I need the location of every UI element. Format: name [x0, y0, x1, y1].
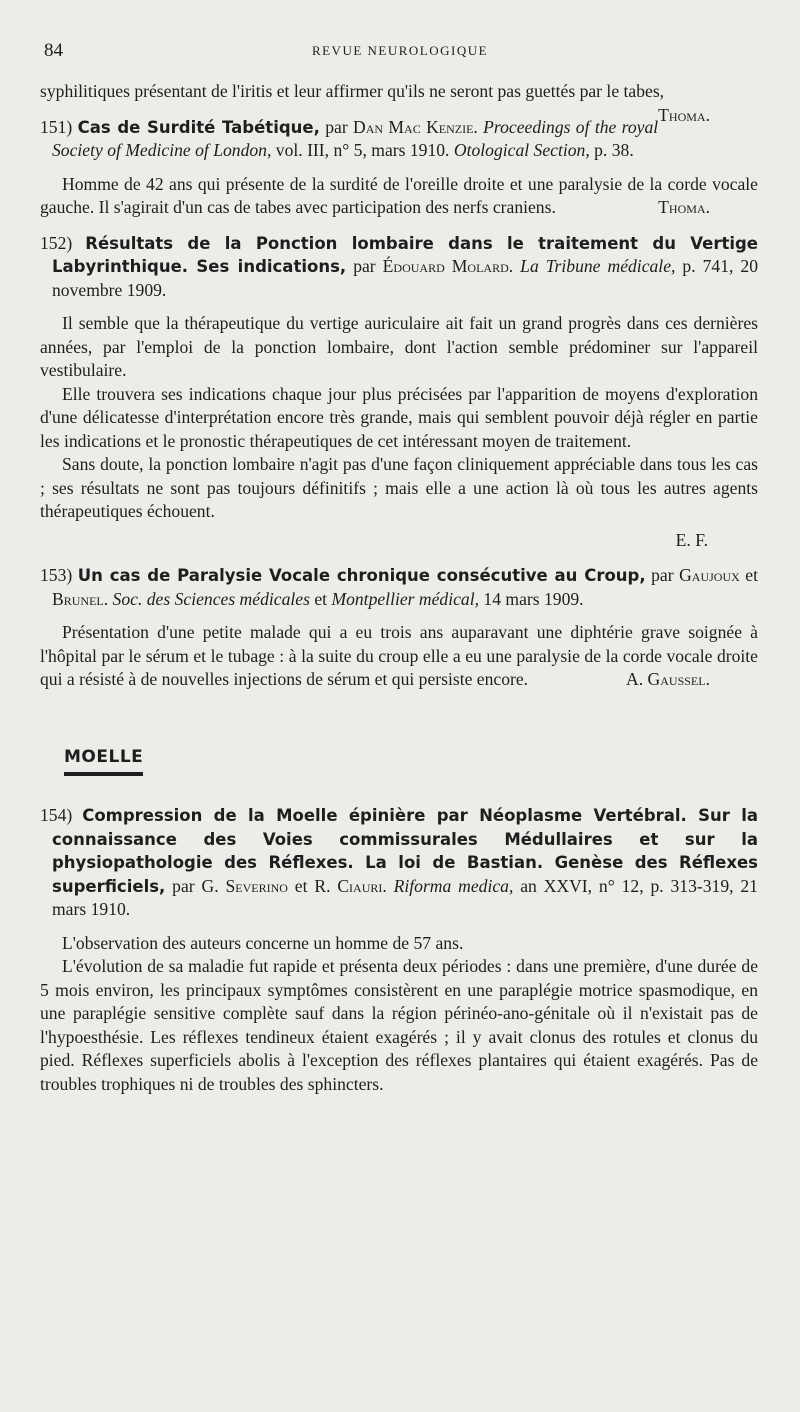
entry-154-number: 154)	[40, 805, 73, 825]
entry-153-title: Un cas de Paralysie Vocale chronique consécutive au Croup,	[77, 566, 646, 585]
entry-153	[40, 564, 758, 692]
entry-153-ref: 14 mars 1909.	[483, 588, 584, 609]
entry-154-author-2: R. Ciauri.	[314, 875, 387, 896]
entry-153-author-2: Brunel.	[52, 588, 109, 609]
signature-gaussel: A. Gaussel.	[626, 669, 710, 689]
entry-151-title: Cas de Surdité Tabétique,	[77, 117, 320, 137]
entry-154-paragraph-2: L'évolution de sa maladie fut rapide et présenta deux périodes : dans une première, d'une durée de 5 mois environ, les principaux symptômes consistèrent en une paraplégie motrice spasmodique, en une paraplégie sensitive complète sauf dans la région périnéo-ano-génitale où il n'existait pas de l'hypoesthésie. Les réflexes tendineux étaient exagérés ; il y avait clonus des rotules et clonus du pied. Réflexes superficiels abolis à l'exception des réflexes plantaires qui étaient exagérés. Pas de troubles trophiques ni de troubles des sphincters.	[40, 956, 758, 1094]
signature-thoma-1: Thoma.	[658, 104, 710, 125]
entry-153-by: par	[651, 565, 674, 585]
entry-154-author-1: G. Severino	[201, 875, 288, 896]
entry-152-paragraph-3: Sans doute, la ponction lombaire n'agit pas d'une façon cliniquement appréciable dans tous les cas ; ses résultats ne sont pas toujours définitifs ; mais elle a une action là où tous les autres agents thérapeutiques échouent.	[40, 454, 758, 521]
entry-152-number: 152)	[40, 232, 73, 253]
entry-152-title: Résultats de la Ponction lombaire dans le traitement du Vertige Labyrinthique. Ses indications,	[52, 233, 758, 276]
page-body	[40, 80, 758, 1096]
entry-153-and: et	[745, 565, 758, 585]
entry-152	[40, 232, 758, 553]
entry-152-paragraph-1: Il semble que la thérapeutique du vertige auriculaire ait fait un grand progrès dans ces dernières années, par l'emploi de la ponction lombaire, dont l'action semble prédominer sur l'appareil vestibulaire.	[40, 313, 758, 380]
entry-151-author: Dan Mac Kenzie.	[353, 116, 478, 137]
entry-154-paragraph-1: L'observation des auteurs concerne un homme de 57 ans.	[62, 932, 464, 953]
entry-152-by: par	[353, 256, 376, 276]
entry-151-heading	[40, 116, 758, 163]
section-title: MOELLE	[64, 746, 143, 777]
entry-154-title: Compression de la Moelle épinière par Néoplasme Vertébral. Sur la connaissance des Voies commissurales Médullaires et sur la physiopathologie des Réflexes. La loi de Bastian. Genèse des Réflexes superficiels,	[52, 806, 758, 896]
entry-151-number: 151)	[40, 116, 73, 137]
entry-151-paragraph: Homme de 42 ans qui présente de la surdité de l'oreille droite et une paralysie de la corde vocale gauche. Il s'agirait d'un cas de tabes avec participation des nerfs craniens. Thoma.	[40, 173, 758, 220]
entry-153-journal-2: Montpellier médical,	[331, 588, 479, 609]
entry-152-author: Édouard Molard.	[382, 256, 514, 276]
entry-153-and-2: et	[314, 588, 328, 609]
entry-152-ref: p. 741, 20 novembre 1909.	[52, 256, 759, 300]
entry-152-journal: La Tribune médicale,	[520, 256, 676, 276]
entry-151-ref: vol. III, n° 5, mars 1910.	[275, 140, 450, 160]
entry-153-journal-1: Soc. des Sciences médicales	[112, 588, 310, 609]
entry-151-journal: Proceedings of the royal Society of Medicine of London,	[52, 116, 659, 160]
entry-154-ref: an XXVI, n° 12, p. 313-319, 21 mars 1910.	[52, 875, 758, 919]
entry-153-author-1: Gaujoux	[679, 565, 740, 585]
entry-152-paragraph-2: Elle trouvera ses indications chaque jour plus précisées par l'apparition de moyens d'exploration d'une délicatesse d'interprétation encore très grande, mais qui semblent pouvoir déjà régler en partie les indications et le pronostic thérapeutiques de cet intéressant moyen de traitement.	[40, 383, 758, 451]
page-number: 84	[44, 40, 63, 61]
continuation-paragraph	[40, 80, 758, 125]
entry-152-heading	[40, 232, 758, 303]
entry-153-number: 153)	[40, 565, 73, 585]
signature-thoma-2: Thoma.	[658, 197, 710, 217]
entry-154	[40, 804, 758, 1096]
entry-153-heading	[40, 564, 758, 611]
page-header	[44, 40, 756, 66]
entry-154-and: et	[294, 875, 308, 896]
entry-151-page: p. 38.	[594, 140, 634, 160]
entry-154-by: par	[172, 875, 195, 896]
entry-151-by: par	[325, 116, 348, 137]
continuation-text: syphilitiques présentant de l'iritis et leur affirmer qu'ils ne seront pas guettés par le tabes,	[40, 81, 665, 101]
entry-154-journal: Riforma medica,	[393, 875, 514, 896]
entry-151-section: Otological Section,	[453, 140, 590, 160]
entry-153-paragraph: Présentation d'une petite malade qui a eu trois ans auparavant une diphtérie grave soignée à l'hôpital par le sérum et le tubage : à la suite du croup elle a eu une paralysie de la corde vocale droite qui a résisté à de nouvelles injections de sérum et qui persiste encore. A. Gaussel.	[40, 621, 758, 692]
running-head: REVUE NEUROLOGIQUE	[311, 43, 489, 58]
entry-154-heading	[40, 804, 758, 922]
entry-151	[40, 116, 758, 220]
signature-ef: E. F.	[675, 529, 708, 550]
